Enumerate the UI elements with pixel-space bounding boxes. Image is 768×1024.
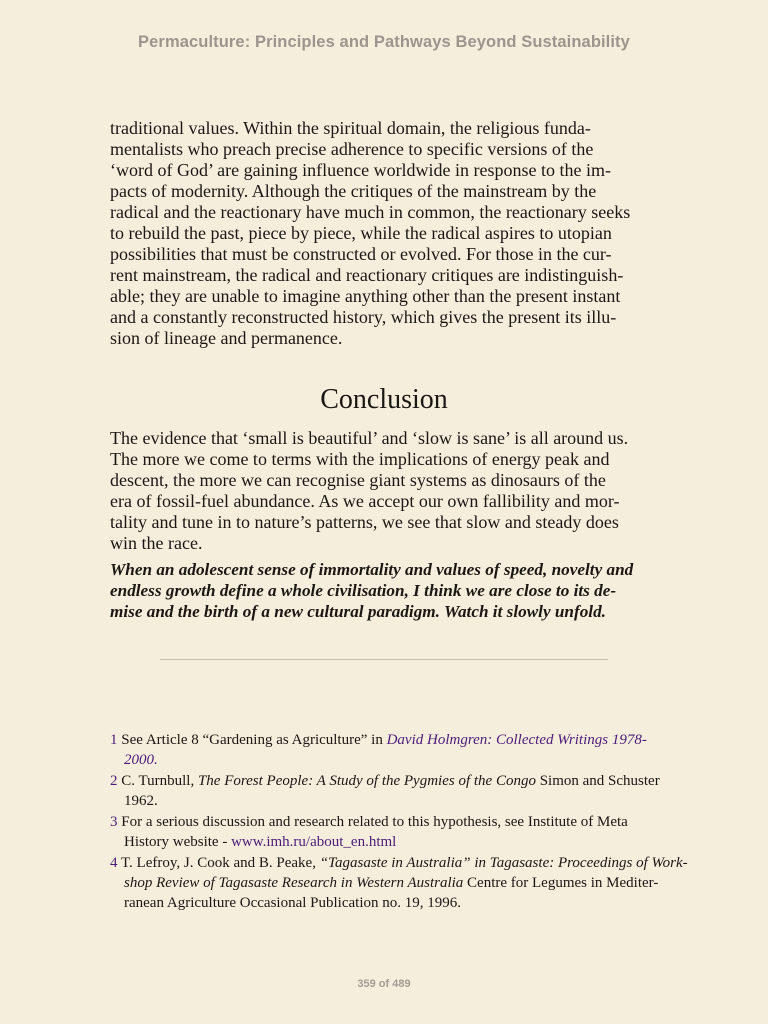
footnote-text: See Article 8 “Gardening as Agriculture” in: [121, 732, 387, 748]
footnote-number[interactable]: 3: [110, 814, 118, 830]
text-line: descent, the more we can recognise giant systems as dinosaurs of the: [110, 470, 606, 490]
section-heading-conclusion: Conclusion: [320, 384, 448, 415]
text-line: endless growth define a whole civilisation, I think we are close to its de-: [110, 581, 617, 600]
footnote-item: [110, 771, 670, 811]
footnote-book-title: The Forest People: A Study of the Pygmies of the Congo: [197, 773, 536, 789]
text-line: The evidence that ‘small is beautiful’ and ‘slow is sane’ is all around us.: [110, 428, 629, 448]
text-line: win the race.: [110, 533, 203, 553]
footnote-text: ranean Agriculture Occasional Publication no. 19, 1996.: [124, 895, 461, 911]
footnote-text: 1962.: [124, 793, 158, 809]
book-title-header: Permaculture: Principles and Pathways Beyond Sustainability: [138, 33, 630, 51]
footnote-text: C. Turnbull,: [121, 773, 198, 789]
page-indicator: 359 of 489: [357, 978, 411, 990]
text-line: to rebuild the past, piece by piece, while the radical aspires to utopian: [110, 223, 612, 243]
footnote-line: [110, 750, 670, 770]
footnote-text: History website -: [124, 834, 232, 850]
text-line: When an adolescent sense of immortality and values of speed, novelty and: [110, 560, 634, 579]
footnote-divider: [160, 659, 608, 660]
footnote-line: [110, 791, 670, 811]
footnote-text: Simon and Schuster: [535, 773, 660, 789]
text-line: tality and tune in to nature’s patterns, we see that slow and steady does: [110, 512, 619, 532]
text-line: era of fossil-fuel abundance. As we accept our own fallibility and mor-: [110, 491, 620, 511]
footnote-line: [110, 873, 670, 893]
footnote-text: Centre for Legumes in Mediter-: [463, 875, 659, 891]
text-line: The more we come to terms with the implications of energy peak and: [110, 449, 610, 469]
text-line: pacts of modernity. Although the critiques of the mainstream by the: [110, 181, 597, 201]
footnote-line: [110, 771, 670, 791]
text-line: and a constantly reconstructed history, which gives the present its illu-: [110, 307, 617, 327]
footnote-number[interactable]: 4: [110, 855, 118, 871]
text-line: sion of lineage and permanence.: [110, 328, 343, 348]
text-line: mentalists who preach precise adherence to specific versions of the: [110, 139, 594, 159]
text-line: possibilities that must be constructed or evolved. For those in the cur-: [110, 244, 612, 264]
text-line: traditional values. Within the spiritual domain, the religious funda-: [110, 118, 591, 138]
text-line: able; they are unable to imagine anything other than the present instant: [110, 286, 621, 306]
footnote-text: For a serious discussion and research related to this hypothesis, see Institute of Meta: [121, 814, 628, 830]
footnote-link[interactable]: David Holmgren: Collected Writings 1978-: [386, 732, 647, 748]
footnote-item: [110, 812, 670, 852]
footnote-line: [110, 812, 670, 832]
footnote-text: T. Lefroy, J. Cook and B. Peake,: [120, 855, 320, 871]
footnote-book-title: shop Review of Tagasaste Research in Western Australia: [124, 875, 464, 891]
footnote-book-title: “Tagasaste in Australia” in Tagasaste: Proceedings of Work-: [319, 855, 688, 871]
text-line: mise and the birth of a new cultural paradigm. Watch it slowly unfold.: [110, 602, 606, 621]
footnote-number[interactable]: 2: [110, 773, 118, 789]
footnote-line: [110, 832, 670, 852]
text-line: rent mainstream, the radical and reactionary critiques are indistinguish-: [110, 265, 624, 285]
footnote-line: [110, 893, 670, 913]
footnote-item: [110, 853, 688, 913]
paragraph-traditional-values: [110, 118, 658, 349]
website-link[interactable]: www.imh.ru/about_en.html: [231, 834, 397, 850]
paragraph-emphasis: [110, 559, 658, 622]
text-line: radical and the reactionary have much in common, the reactionary seeks: [110, 202, 631, 222]
text-line: ‘word of God’ are gaining influence worldwide in response to the im-: [110, 160, 612, 180]
footnote-item: [110, 730, 670, 770]
footnote-line: [110, 730, 670, 750]
paragraph-conclusion: [110, 428, 658, 554]
footnote-line: [110, 853, 688, 873]
footnote-link[interactable]: 2000.: [124, 752, 158, 768]
footnote-number[interactable]: 1: [110, 732, 118, 748]
